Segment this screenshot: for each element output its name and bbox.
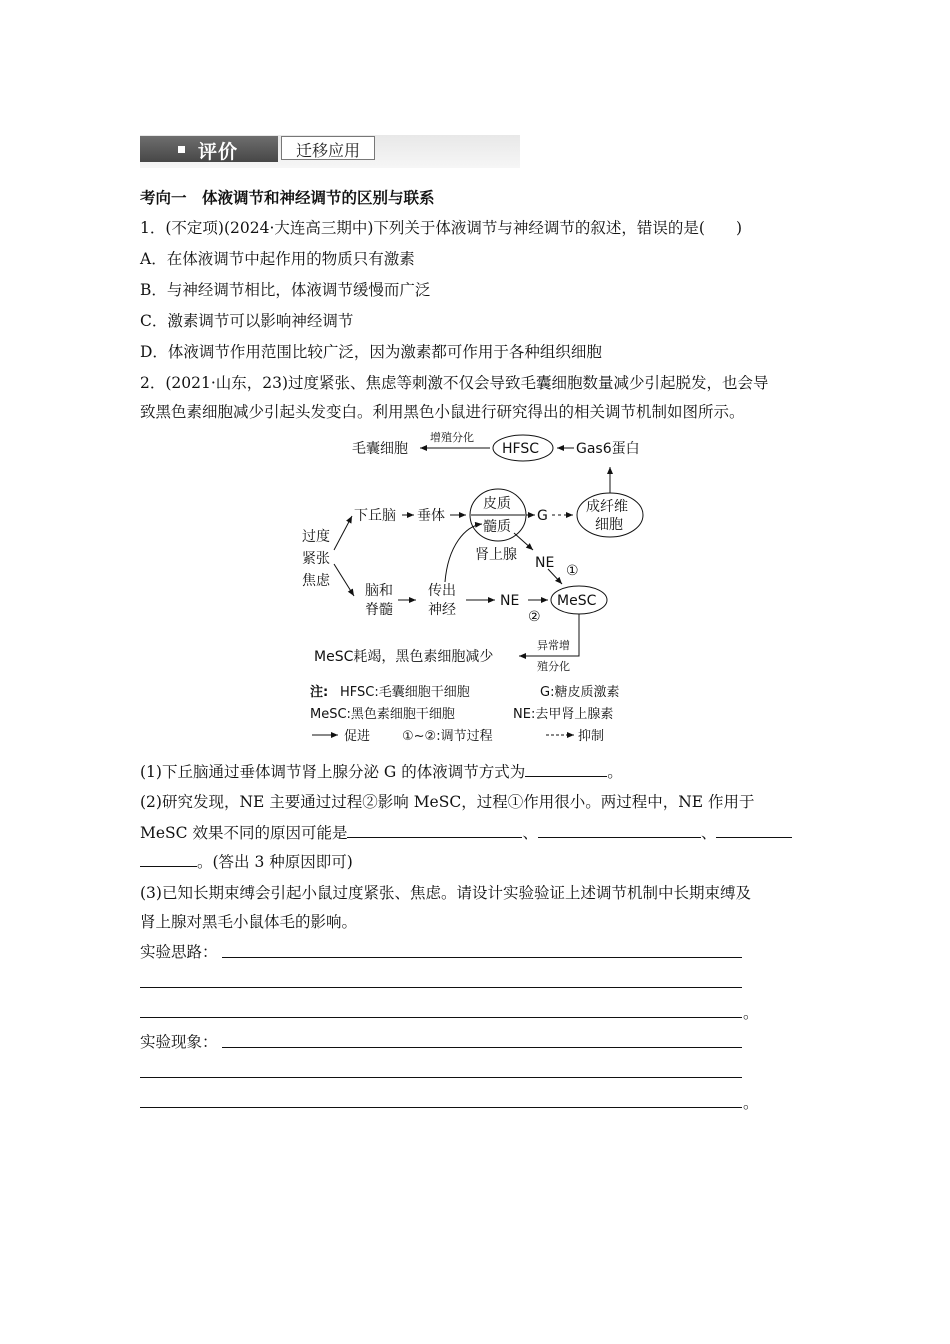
abnormal-label-1: 异常增 [537,639,570,652]
proliferate-diff-label: 增殖分化 [430,431,474,444]
q2-sub3-line1: (3)已知长期束缚会引起小鼠过度紧张、焦虑。请设计实验验证上述调节机制中长期束缚及 [140,884,751,902]
abnormal-label-2: 殖分化 [537,660,570,673]
ne-mid-label: NE [500,593,520,609]
brain-label-2: 脊髓 [365,602,393,618]
note-hfsc: HFSC:毛囊细胞干细胞 [340,685,470,700]
efferent-label-1: 传出 [428,583,456,599]
banner-dark-block [140,136,278,162]
banner-tab [281,136,375,160]
medulla-label: 髓质 [483,519,511,535]
arrow-ne-to-mesc-process1 [548,569,562,584]
q2-sub2-blank-1[interactable] [347,823,522,838]
experiment-idea-line-1[interactable] [222,957,742,958]
note-mesc: MeSC:黑色素细胞干细胞 [310,707,455,722]
banner-subtitle: 迁移应用 [296,141,361,160]
q2-sub2-sep-2: 、 [700,824,717,842]
stress-label-3: 焦虑 [302,573,330,589]
q1-option-c: C．激素调节可以影响神经调节 [140,312,354,330]
mesc-label: MeSC [557,593,597,609]
experiment-idea-line-2[interactable] [140,987,742,988]
q2-sub1-text: (1)下丘脑通过垂体调节肾上腺分泌 G 的体液调节方式为 [140,763,526,781]
note-inhibit: 抑制 [578,729,605,744]
q2-sub3-line2: 肾上腺对黑毛小鼠体毛的影响。 [140,913,358,931]
q2-sub1-blank[interactable] [525,762,607,777]
exhaustion-label: MeSC耗竭，黑色素细胞减少 [314,649,494,665]
note-label: 注: [310,685,329,700]
fibroblast-label-1: 成纤维 [586,499,628,515]
g-label: G [537,508,548,524]
q2-sub2-line1: (2)研究发现，NE 主要通过过程②影响 MeSC，过程①作用很小。两过程中，NE 作用于 [140,793,755,811]
q2-sub2-text: MeSC 效果不同的原因可能是 [140,824,348,842]
hfsc-label: HFSC [502,441,539,457]
q2-sub2-end: 。(答出 3 种原因即可) [197,853,353,871]
section-heading: 考向一 体液调节和神经调节的区别与联系 [140,189,435,207]
regulation-diagram [290,428,660,750]
q1-option-d: D．体液调节作用范围比较广泛，因为激素都可作用于各种组织细胞 [140,343,602,361]
q2-sub2-blank-3-cont[interactable] [140,852,197,867]
process2-label: ② [528,609,541,625]
ne-top-label: NE [535,555,555,571]
q2-sub2-line3 [140,852,353,872]
experiment-phenomenon-period: 。 [743,1094,759,1112]
experiment-idea-line-3[interactable] [140,1017,742,1018]
q2-sub1-end: 。 [607,763,623,781]
hypothalamus-label: 下丘脑 [354,508,396,524]
experiment-phenomenon-label: 实验现象： [140,1033,218,1051]
pituitary-label: 垂体 [417,508,445,524]
q2-sub2-line2 [140,823,792,843]
experiment-idea-label: 实验思路： [140,943,218,961]
note-process: ①~②:调节过程 [402,729,493,744]
experiment-phenomenon-line-3[interactable] [140,1107,742,1108]
stress-label-1: 过度 [302,529,330,545]
note-promote: 促进 [344,729,371,744]
q1-stem: 1．(不定项)(2024·大连高三期中)下列关于体液调节与神经调节的叙述，错误的是( ) [140,219,743,237]
q2-stem-line1: 2．(2021·山东，23)过度紧张、焦虑等刺激不仅会导致毛囊细胞数量减少引起脱发，也会导 [140,374,769,392]
adrenal-label: 肾上腺 [475,547,517,563]
hair-follicle-cell-label: 毛囊细胞 [352,441,408,457]
experiment-phenomenon-line-1[interactable] [222,1047,742,1048]
q1-option-b: B．与神经调节相比，体液调节缓慢而广泛 [140,281,431,299]
note-g: G:糖皮质激素 [540,685,620,700]
banner-title: 评价 [198,141,239,163]
efferent-label-2: 神经 [428,602,456,618]
cortex-label: 皮质 [483,496,511,512]
note-ne: NE:去甲肾上腺素 [513,707,614,722]
experiment-idea-period: 。 [743,1004,759,1022]
section-banner [140,128,520,168]
q2-sub1 [140,762,623,782]
q1-option-a: A．在体液调节中起作用的物质只有激素 [140,250,415,268]
gas6-label: Gas6蛋白 [576,441,640,457]
brain-label-1: 脑和 [365,583,393,599]
stress-label-2: 紧张 [302,551,330,567]
arrow-stress-to-hypothalamus [334,516,352,550]
process1-label: ① [566,563,579,579]
square-bullet-icon [178,146,185,153]
q2-stem-line2: 致黑色素细胞减少引起头发变白。利用黑色小鼠进行研究得出的相关调节机制如图所示。 [140,403,745,421]
experiment-phenomenon-line-2[interactable] [140,1077,742,1078]
q2-sub2-blank-3[interactable] [716,823,792,838]
q2-sub2-sep-1: 、 [522,824,538,842]
arrow-stress-to-brain [334,564,354,596]
q2-sub2-blank-2[interactable] [538,823,701,838]
fibroblast-label-2: 细胞 [595,517,623,533]
